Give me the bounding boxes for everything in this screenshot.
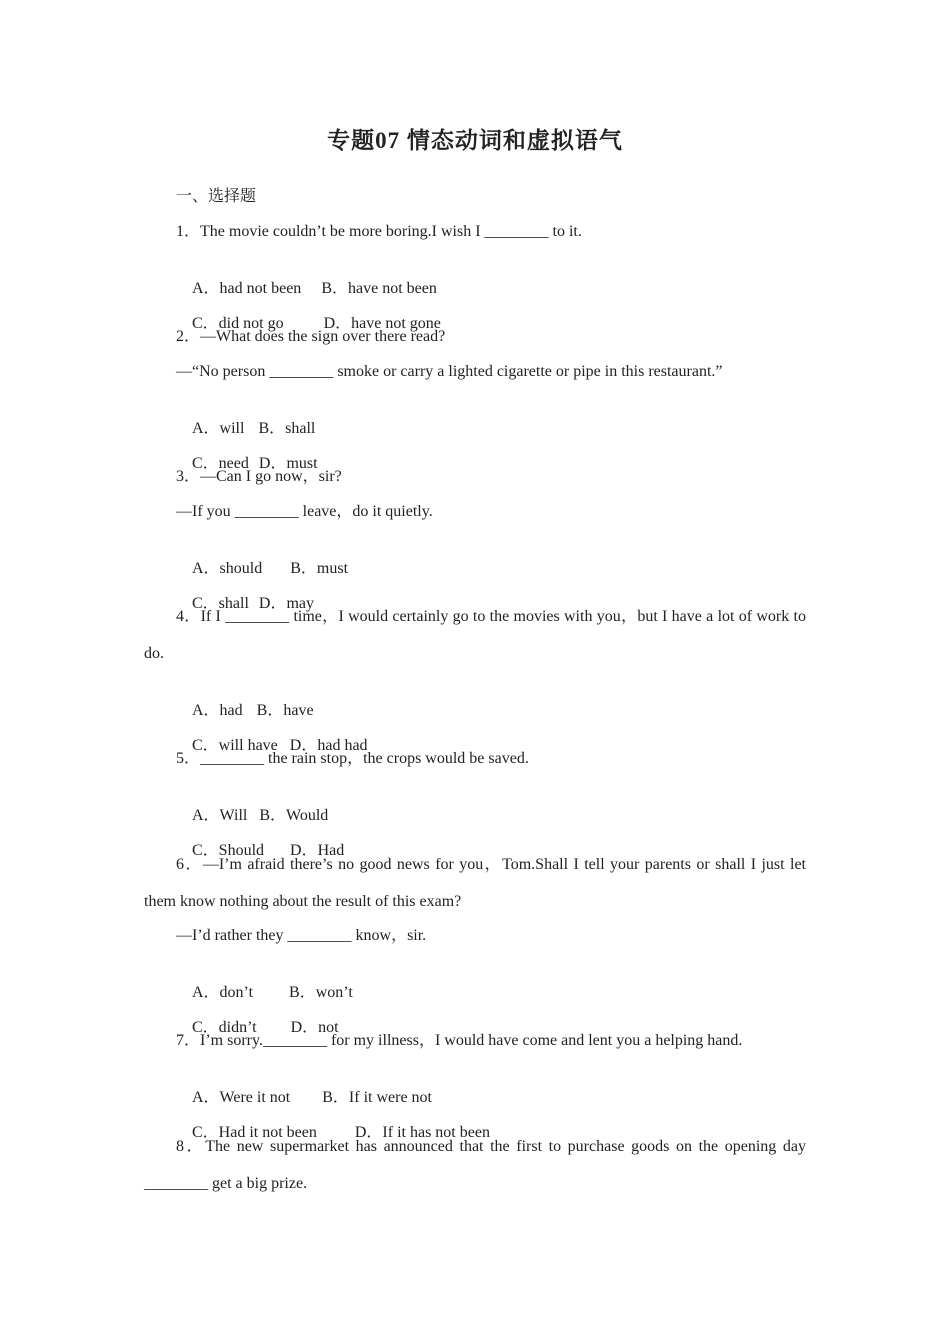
question-5-stem: 5．________ the rain stop，the crops would be saved. bbox=[176, 750, 529, 767]
section-heading: 一、选择题 bbox=[176, 188, 257, 205]
question-4-stem: 4．If I ________ time，I would certainly go to the movies with you，but I have a lot of work to do. bbox=[144, 608, 806, 662]
option-a: A．will bbox=[192, 420, 245, 437]
question-7-stem: 7．I’m sorry.________ for my illness，I would have come and lent you a helping hand. bbox=[176, 1032, 743, 1049]
option-c: C．didn’t bbox=[192, 1019, 257, 1036]
option-a: A．Were it not bbox=[192, 1089, 291, 1106]
option-b: B．have bbox=[256, 702, 314, 719]
question-6-stem-reply: —I’d rather they ________ know，sir. bbox=[176, 927, 427, 944]
option-d: D．have not gone bbox=[323, 315, 441, 332]
option-d: D．If it has not been bbox=[354, 1124, 490, 1141]
option-d: D．Had bbox=[290, 842, 345, 859]
option-c: C．need bbox=[192, 455, 249, 472]
option-b: B．shall bbox=[258, 420, 316, 437]
option-c: C．shall bbox=[192, 595, 249, 612]
question-2-stem: 2．—What does the sign over there read? bbox=[176, 328, 446, 345]
option-a: A．should bbox=[192, 560, 263, 577]
option-c: C．Should bbox=[192, 842, 265, 859]
option-b: B．If it were not bbox=[322, 1089, 433, 1106]
question-6-stem: 6．—I’m afraid there’s no good news for you，Tom.Shall I tell your parents or shall I just let them know nothing about the result of this exam? bbox=[144, 856, 806, 910]
option-c: C．Had it not been bbox=[192, 1124, 317, 1141]
option-a: A．had bbox=[192, 702, 243, 719]
question-3-stem-reply: —If you ________ leave，do it quietly. bbox=[176, 503, 433, 520]
option-d: D．must bbox=[258, 455, 318, 472]
question-2-stem-reply: —“No person ________ smoke or carry a lighted cigarette or pipe in this restaurant.” bbox=[176, 363, 723, 380]
page-title: 专题07 情态动词和虚拟语气 bbox=[327, 128, 623, 153]
option-a: A．Will bbox=[192, 807, 248, 824]
option-a: A．don’t bbox=[192, 984, 254, 1001]
question-3-stem: 3．—Can I go now，sir? bbox=[176, 468, 342, 485]
option-c: C．did not go bbox=[192, 315, 284, 332]
question-8-stem: 8．The new supermarket has announced that the first to purchase goods on the opening day ________ get a big prize. bbox=[144, 1138, 806, 1192]
option-b: B．won’t bbox=[289, 984, 353, 1001]
question-1-stem: 1．The movie couldn’t be more boring.I wish I ________ to it. bbox=[176, 223, 582, 240]
option-d: D．not bbox=[290, 1019, 339, 1036]
option-b: B．have not been bbox=[321, 280, 437, 297]
option-b: B．Would bbox=[259, 807, 329, 824]
option-c: C．will have bbox=[192, 737, 278, 754]
option-d: D．may bbox=[258, 595, 315, 612]
option-a: A．had not been bbox=[192, 280, 302, 297]
option-d: D．had had bbox=[289, 737, 368, 754]
option-b: B．must bbox=[290, 560, 349, 577]
